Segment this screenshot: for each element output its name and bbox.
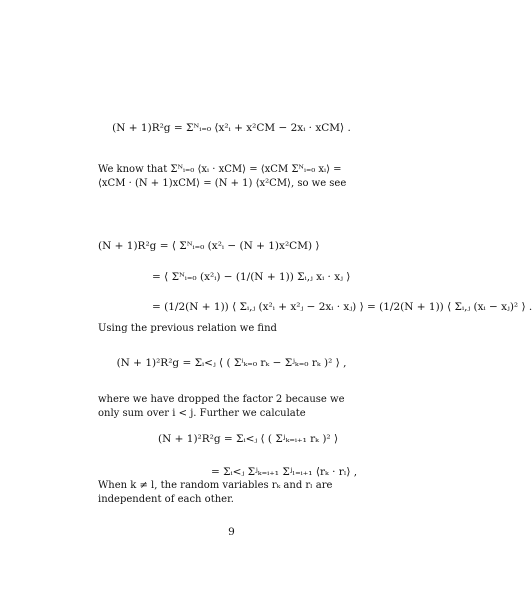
equation-expansion-line-2: = ⟨ Σᴺᵢ₌₀ (x²ᵢ) − (1/(N + 1)) Σᵢ,ⱼ xᵢ · xⱼ ⟩ <box>152 271 351 283</box>
equation-calculation-line-1: (N + 1)²R²g = Σᵢ<ⱼ ⟨ ( Σʲₖ₌ᵢ₊₁ rₖ )² ⟩ <box>158 433 339 445</box>
equation-squared-radius: (N + 1)²R²g = Σᵢ<ⱼ ⟨ ( Σⁱₖ₌₀ rₖ − Σʲₖ₌₀ rₖ )² ⟩ , <box>116 357 347 369</box>
equation-calculation-line-2: = Σᵢ<ⱼ Σʲₖ₌ᵢ₊₁ Σʲₗ₌ᵢ₊₁ ⟨rₖ · rₗ⟩ , <box>211 466 358 478</box>
paragraph-we-know: We know that Σᴺᵢ₌₀ ⟨xᵢ · xCM⟩ = ⟨xCM Σᴺᵢ₌₀ xᵢ⟩ = ⟨xCM · (N + 1)xCM⟩ = (N + 1) ⟨x²CM⟩, so we see <box>98 164 347 189</box>
equation-radius-of-gyration: (N + 1)R²g = Σᴺᵢ₌₀ ⟨x²ᵢ + x²CM − 2xᵢ · xCM⟩ . <box>112 122 351 134</box>
paragraph-dropped-factor: where we have dropped the factor 2 because we only sum over i < j. Further we calculate <box>98 394 345 419</box>
page-number: 9 <box>228 526 235 538</box>
equation-expansion-line-3: = (1/2(N + 1)) ⟨ Σᵢ,ⱼ (x²ᵢ + x²ⱼ − 2xᵢ · xⱼ) ⟩ = (1/2(N + 1)) ⟨ Σᵢ,ⱼ (xᵢ − xⱼ)² ⟩ . <box>152 301 532 313</box>
paragraph-independent: When k ≠ l, the random variables rₖ and rₗ are independent of each other. <box>98 480 333 505</box>
equation-expansion-line-1: (N + 1)R²g = ⟨ Σᴺᵢ₌₀ (x²ᵢ − (N + 1)x²CM) ⟩ <box>98 240 320 252</box>
paragraph-using-previous: Using the previous relation we find <box>98 323 277 334</box>
